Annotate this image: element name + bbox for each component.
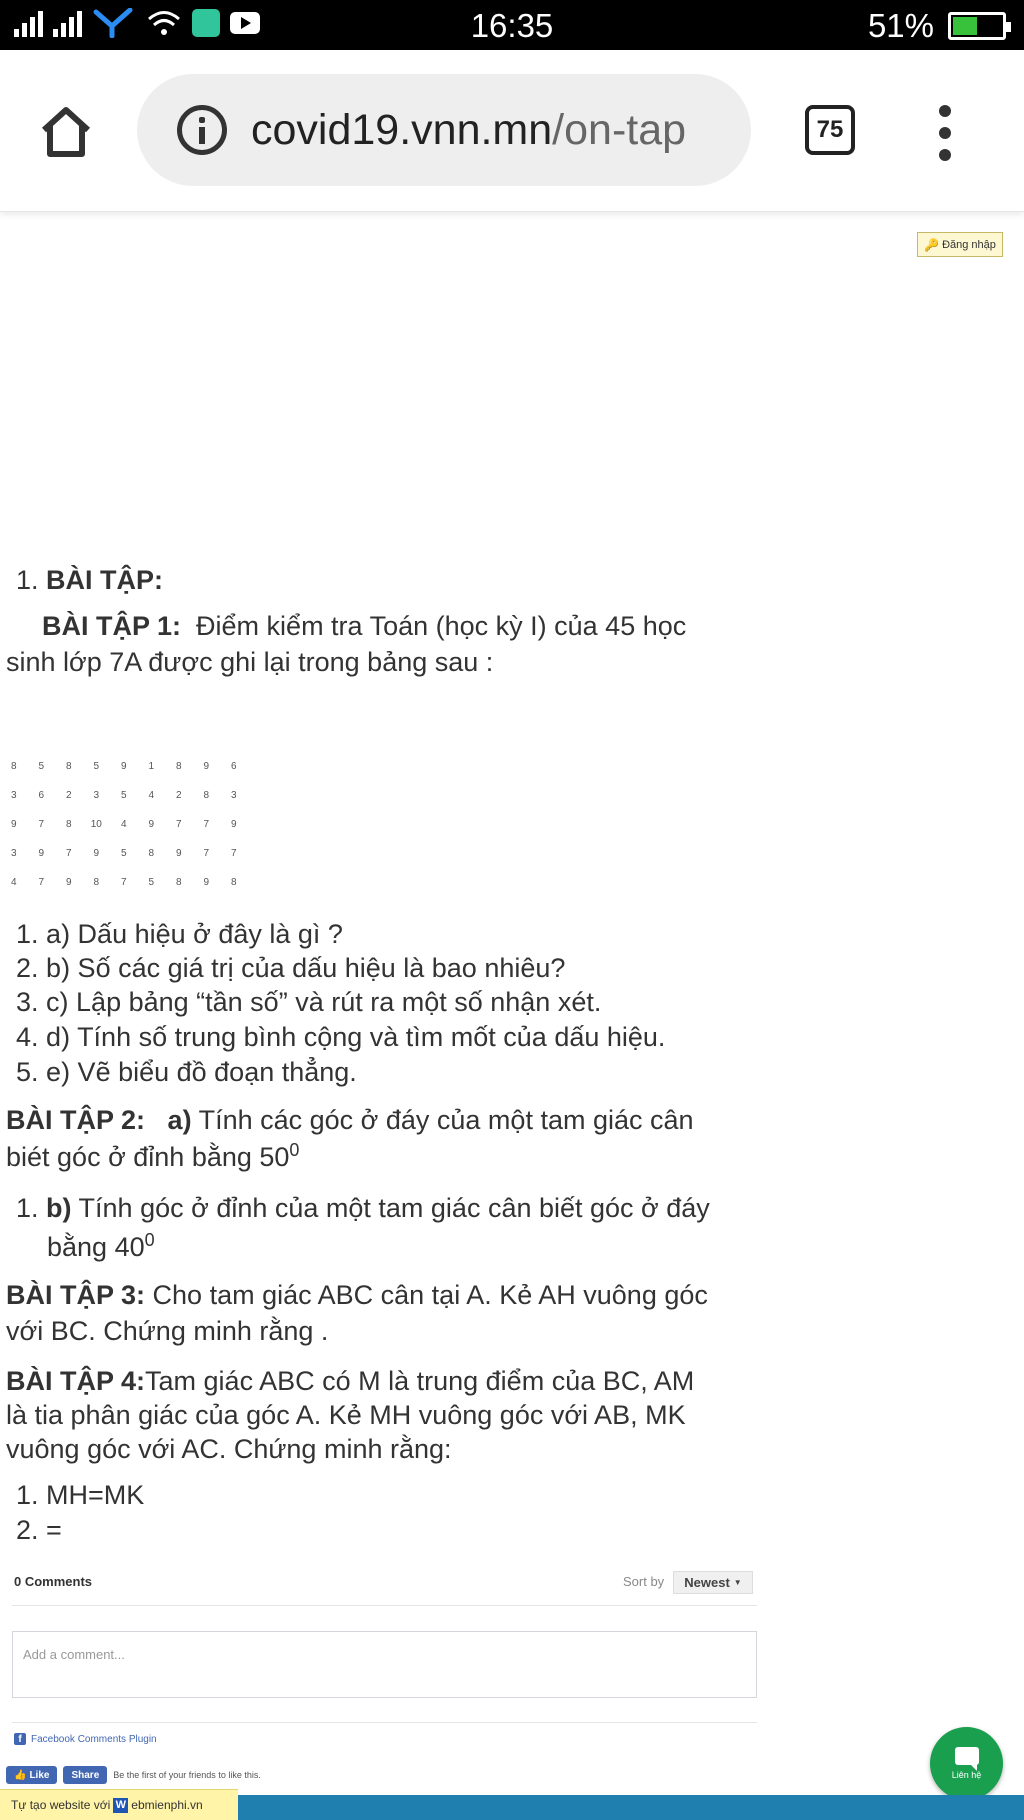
chat-icon <box>955 1747 979 1765</box>
score-cell: 4 <box>148 790 155 801</box>
score-cell: 10 <box>90 819 102 830</box>
ex4: BÀI TẬP 4:Tam giác ABC có M là trung điểm của BC, AM <box>6 1366 695 1396</box>
url-text[interactable]: covid19.vnn.mn/on-tap <box>251 105 687 154</box>
ex3-line2: với BC. Chứng minh rằng . <box>6 1316 329 1346</box>
score-cell: 7 <box>203 848 210 859</box>
sort-label: Sort by <box>623 1574 665 1589</box>
score-cell: 8 <box>93 877 100 888</box>
ex2-part-b-line2: bằng $40^0$ <box>47 1230 155 1262</box>
thumbs-up-icon: 👍 <box>14 1769 27 1781</box>
contact-chat-button[interactable] <box>930 1727 1003 1800</box>
score-row <box>0 781 250 810</box>
more-menu-icon[interactable] <box>930 105 960 161</box>
score-cell: 9 <box>148 819 155 830</box>
divider <box>12 1605 757 1606</box>
ex4-line3: vuông góc với AC. Chứng minh rằng: <box>6 1434 452 1464</box>
browser-toolbar <box>0 50 1024 212</box>
status-time: 16:35 <box>470 7 554 44</box>
score-cell: 6 <box>38 790 45 801</box>
score-cell: 2 <box>175 790 182 801</box>
comment-input[interactable]: Add a comment... <box>12 1631 757 1698</box>
score-cell: 3 <box>93 790 100 801</box>
score-cell: 5 <box>38 761 45 772</box>
chat-label: Liên hệ <box>951 1770 982 1780</box>
score-cell: 9 <box>65 877 72 888</box>
info-icon[interactable] <box>177 105 227 155</box>
score-cell: 5 <box>148 877 155 888</box>
score-table <box>0 752 250 897</box>
score-row <box>0 752 250 781</box>
score-cell: 7 <box>203 819 210 830</box>
score-cell: 5 <box>120 790 127 801</box>
score-cell: 8 <box>230 877 237 888</box>
score-cell: 8 <box>65 761 72 772</box>
caret-down-icon: ▼ <box>733 1578 742 1587</box>
status-bar <box>0 0 1024 50</box>
ex1-intro-line2: sinh lớp 7A được ghi lại trong bảng sau : <box>6 647 494 677</box>
score-cell: 2 <box>65 790 72 801</box>
share-button[interactable]: Share <box>63 1766 107 1784</box>
score-cell: 6 <box>230 761 237 772</box>
score-cell: 7 <box>65 848 72 859</box>
ex3: BÀI TẬP 3: Cho tam giác ABC cân tại A. Kẻ AH vuông góc <box>6 1280 708 1310</box>
ex2-part-a: BÀI TẬP 2: a) Tính các góc ở đáy của một tam giác cân <box>6 1105 694 1135</box>
login-button[interactable] <box>917 232 1003 257</box>
ex1-intro: BÀI TẬP 1: Điểm kiểm tra Toán (học kỳ I) của 45 học <box>42 611 687 641</box>
score-cell: 9 <box>175 848 182 859</box>
score-row <box>0 868 250 897</box>
score-cell: 7 <box>38 819 45 830</box>
divider <box>12 1722 757 1723</box>
like-share-row <box>6 1766 261 1784</box>
score-cell: 8 <box>175 761 182 772</box>
score-cell: 8 <box>10 761 17 772</box>
score-row <box>0 810 250 839</box>
score-cell: 1 <box>148 761 155 772</box>
ex1-question: 2. b) Số các giá trị của dấu hiệu là bao nhiêu? <box>16 953 566 983</box>
score-cell: 7 <box>120 877 127 888</box>
tab-switcher-button[interactable]: 75 <box>805 105 855 155</box>
battery-icon <box>948 12 1006 40</box>
ex1-question: 3. c) Lập bảng “tần số” và rút ra một số nhận xét. <box>16 987 602 1017</box>
score-cell: 9 <box>93 848 100 859</box>
key-icon: 🔑 <box>924 237 940 252</box>
facebook-plugin-link[interactable]: f Facebook Comments Plugin <box>14 1733 157 1745</box>
score-cell: 9 <box>203 761 210 772</box>
score-cell: 9 <box>10 819 17 830</box>
comments-count: 0 Comments <box>14 1574 93 1589</box>
sort-select[interactable]: Newest ▼ <box>673 1571 753 1594</box>
ex1-question: 5. e) Vẽ biểu đồ đoạn thẳng. <box>16 1057 357 1087</box>
score-cell: 8 <box>203 790 210 801</box>
home-icon[interactable] <box>38 104 94 160</box>
like-button[interactable]: 👍 Like <box>6 1766 57 1784</box>
battery-percent: 51% <box>867 7 934 44</box>
webmienphi-logo-icon: W <box>113 1798 128 1813</box>
score-cell: 5 <box>93 761 100 772</box>
score-cell: 7 <box>38 877 45 888</box>
section-heading: 1. BÀI TẬP: <box>16 565 164 595</box>
address-bar[interactable] <box>137 74 751 186</box>
score-cell: 3 <box>10 848 17 859</box>
login-label: Đăng nhập <box>942 238 996 251</box>
score-cell: 3 <box>230 790 237 801</box>
battery-status <box>868 7 1006 45</box>
score-cell: 8 <box>65 819 72 830</box>
ex4-item: 1. MH=MK <box>16 1480 145 1510</box>
score-cell: 9 <box>120 761 127 772</box>
score-cell: 9 <box>203 877 210 888</box>
score-cell: 3 <box>10 790 17 801</box>
score-cell: 4 <box>10 877 17 888</box>
score-cell: 9 <box>38 848 45 859</box>
score-cell: 9 <box>230 819 237 830</box>
ex4-item: 2. = <box>16 1515 62 1545</box>
ex4-line2: là tia phân giác của góc A. Kẻ MH vuông góc với AB, MK <box>6 1400 686 1430</box>
score-cell: 7 <box>175 819 182 830</box>
score-cell: 4 <box>120 819 127 830</box>
ex1-question: 4. d) Tính số trung bình cộng và tìm mốt của dấu hiệu. <box>16 1022 666 1052</box>
score-cell: 7 <box>230 848 237 859</box>
ex1-question: 1. a) Dấu hiệu ở đây là gì ? <box>16 919 343 949</box>
social-text: Be the first of your friends to like this. <box>113 1770 261 1780</box>
score-cell: 8 <box>148 848 155 859</box>
facebook-icon: f <box>14 1733 26 1745</box>
ex2-part-b: 1. b) Tính góc ở đỉnh của một tam giác cân biết góc ở đáy <box>16 1193 710 1223</box>
score-cell: 8 <box>175 877 182 888</box>
footer-badge[interactable]: Tự tạo website với W ebmienphi.vn <box>0 1789 238 1820</box>
score-cell: 5 <box>120 848 127 859</box>
ex2-part-a-line2: biét góc ở đỉnh bằng $50^0$ <box>6 1140 300 1172</box>
score-row <box>0 839 250 868</box>
